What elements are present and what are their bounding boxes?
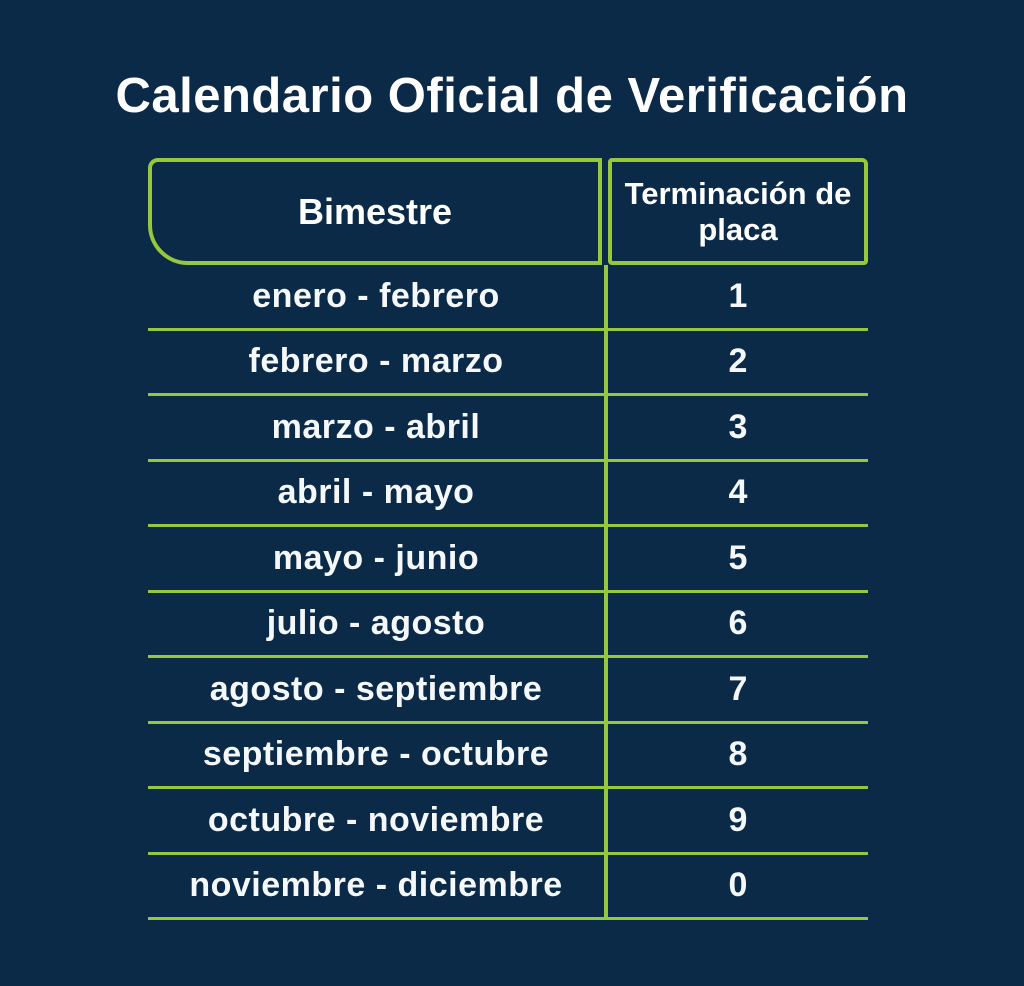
table-header-row bbox=[148, 158, 868, 265]
bimestre-cell: agosto - septiembre bbox=[148, 658, 608, 721]
table-row bbox=[148, 396, 868, 462]
table-row bbox=[148, 855, 868, 921]
bimestre-cell: noviembre - diciembre bbox=[148, 855, 608, 918]
header-bimestre: Bimestre bbox=[148, 158, 602, 265]
table-row bbox=[148, 462, 868, 528]
placa-cell: 0 bbox=[728, 866, 748, 905]
table-row bbox=[148, 658, 868, 724]
table-row bbox=[148, 593, 868, 659]
bimestre-cell: julio - agosto bbox=[148, 593, 608, 656]
bimestre-cell: octubre - noviembre bbox=[148, 789, 608, 852]
bimestre-cell: septiembre - octubre bbox=[148, 724, 608, 787]
placa-cell: 5 bbox=[728, 538, 748, 577]
table-row bbox=[148, 265, 868, 331]
header-terminacion-de-placa: Terminación de placa bbox=[608, 158, 868, 265]
table-row bbox=[148, 331, 868, 397]
placa-cell: 6 bbox=[728, 604, 748, 643]
page-title: Calendario Oficial de Verificación bbox=[115, 69, 909, 123]
placa-cell: 9 bbox=[728, 800, 748, 839]
bimestre-cell: marzo - abril bbox=[148, 396, 608, 459]
bimestre-cell: abril - mayo bbox=[148, 462, 608, 525]
placa-cell: 8 bbox=[728, 735, 748, 774]
table-rows bbox=[148, 265, 868, 920]
placa-cell: 3 bbox=[728, 407, 748, 446]
verification-calendar-table bbox=[148, 158, 868, 920]
table-row bbox=[148, 724, 868, 790]
placa-cell: 4 bbox=[728, 473, 748, 512]
bimestre-cell: febrero - marzo bbox=[148, 331, 608, 394]
placa-cell: 2 bbox=[728, 342, 748, 381]
placa-cell: 7 bbox=[728, 669, 748, 708]
placa-cell: 1 bbox=[728, 276, 748, 315]
bimestre-cell: mayo - junio bbox=[148, 527, 608, 590]
table-row bbox=[148, 789, 868, 855]
bimestre-cell: enero - febrero bbox=[148, 265, 608, 328]
table-row bbox=[148, 527, 868, 593]
